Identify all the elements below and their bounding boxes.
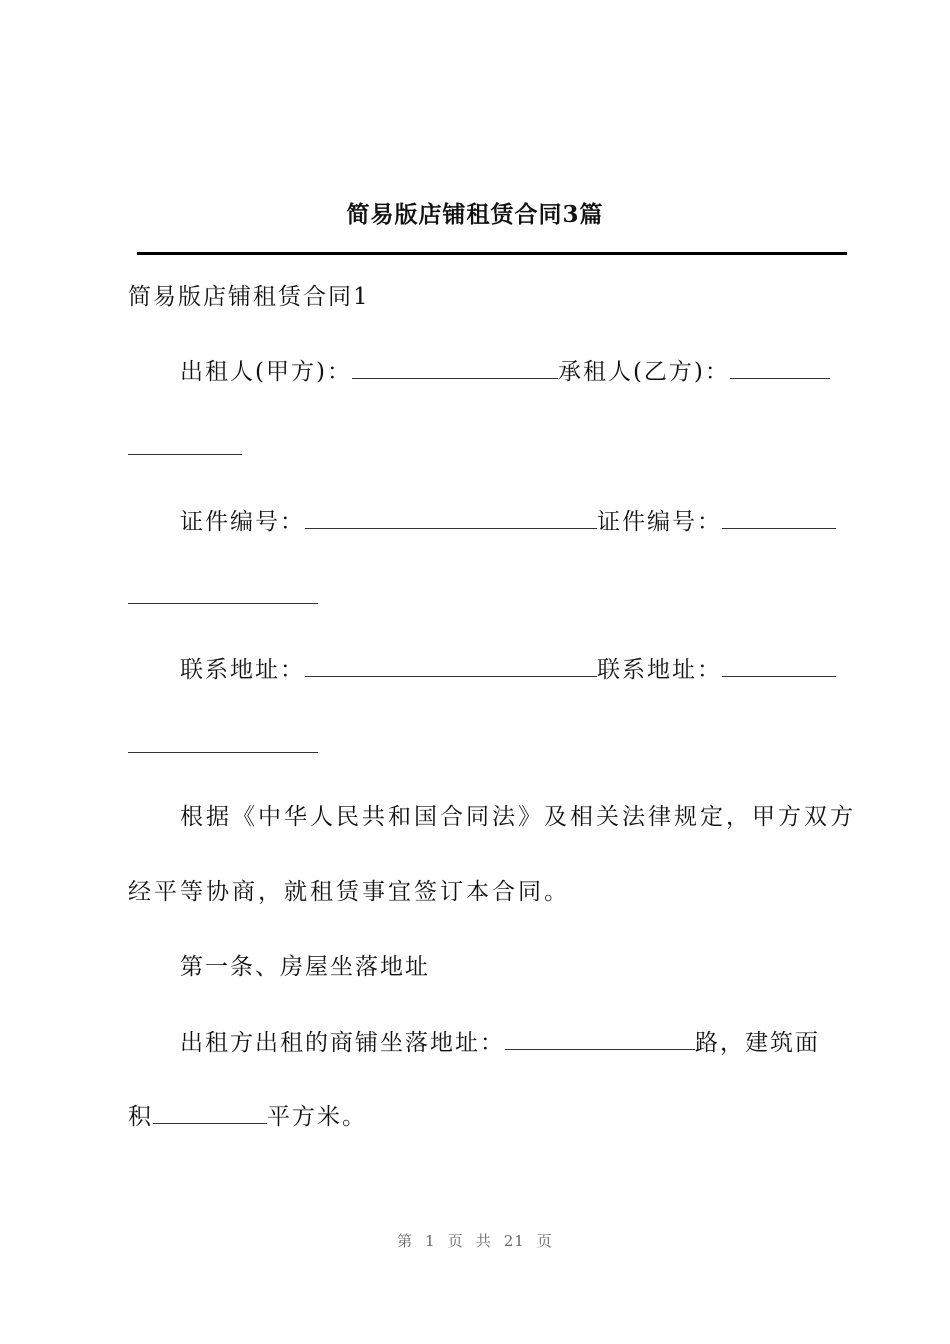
address-label-lessor: 联系地址：	[180, 657, 305, 683]
footer-total-pages: 21	[503, 1232, 525, 1250]
section-heading: 简易版店铺租赁合同1	[128, 284, 370, 310]
location-suffix: 路，建筑面	[695, 1030, 820, 1056]
address-label-lessee: 联系地址：	[597, 657, 722, 683]
location-line	[180, 1027, 820, 1057]
footer-page-number: 1	[425, 1232, 436, 1250]
id-label-lessee: 证件编号：	[597, 509, 722, 535]
area-suffix: 平方米。	[267, 1104, 367, 1130]
intro-paragraph-line1: 根据《中华人民共和国合同法》及相关法律规定，甲方双方	[180, 804, 856, 830]
area-blank[interactable]	[153, 1101, 267, 1124]
lessee-blank[interactable]	[730, 356, 830, 379]
id-blank-lessor[interactable]	[305, 506, 597, 529]
address-blank-lessor[interactable]	[305, 654, 597, 677]
lessee-label: 承租人(乙方)：	[557, 359, 730, 385]
page-footer	[0, 1230, 950, 1251]
address-blank-lessee-continued[interactable]	[128, 752, 318, 753]
id-blank-lessee-continued[interactable]	[128, 603, 318, 604]
article-1-heading: 第一条、房屋坐落地址	[180, 954, 430, 980]
footer-total-word: 共	[475, 1232, 492, 1250]
lessor-blank[interactable]	[352, 356, 558, 379]
footer-page-word: 第	[397, 1232, 414, 1250]
id-label-lessor: 证件编号：	[180, 509, 305, 535]
document-title: 简易版店铺租赁合同3篇	[346, 201, 604, 228]
location-blank[interactable]	[505, 1027, 695, 1050]
footer-total-suffix: 页	[536, 1232, 553, 1250]
address-blank-lessee[interactable]	[722, 654, 836, 677]
lessee-blank-continued[interactable]	[128, 454, 242, 455]
title-divider	[137, 252, 847, 255]
intro-paragraph-line2: 经平等协商，就租赁事宜签订本合同。	[128, 879, 570, 905]
area-line	[128, 1101, 367, 1131]
location-prefix: 出租方出租的商铺坐落地址：	[180, 1030, 505, 1056]
address-line	[180, 654, 836, 684]
parties-line	[180, 356, 830, 386]
id-line	[180, 506, 836, 536]
footer-page-of: 页	[447, 1232, 464, 1250]
area-prefix: 积	[128, 1104, 153, 1130]
id-blank-lessee[interactable]	[722, 506, 836, 529]
lessor-label: 出租人(甲方)：	[180, 359, 352, 385]
